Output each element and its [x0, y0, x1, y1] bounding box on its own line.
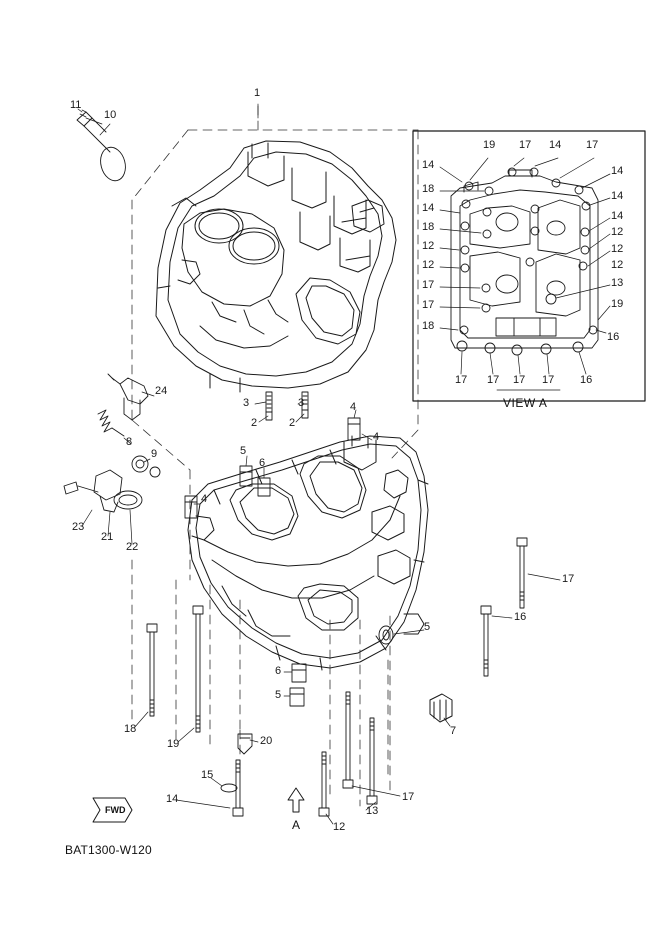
callout-20: 20: [260, 735, 273, 747]
callout-22: 22: [126, 541, 139, 553]
viewa-callout-19-right: 19: [611, 298, 624, 310]
callout-10: 10: [104, 109, 117, 121]
viewa-callout-12-left-1: 12: [422, 240, 435, 252]
callout-3-right: 3: [298, 397, 305, 409]
callout-4-lower: 4: [373, 431, 380, 443]
callout-7: 7: [450, 725, 457, 737]
callout-24: 24: [155, 385, 168, 397]
callout-5-bottom: 5: [275, 689, 282, 701]
callout-6-upper: 6: [259, 457, 266, 469]
viewa-callout-17-left-1: 17: [422, 279, 435, 291]
callout-6-bottom: 6: [275, 665, 282, 677]
viewa-callout-12-right-2: 12: [611, 243, 624, 255]
callout-23: 23: [72, 521, 85, 533]
callout-14-bottom: 14: [166, 793, 179, 805]
callout-8: 8: [126, 436, 133, 448]
view-a-title: VIEW A: [503, 396, 548, 410]
viewa-callout-19-top: 19: [483, 139, 496, 151]
callout-12-bottom: 12: [333, 821, 346, 833]
callout-21: 21: [101, 531, 114, 543]
viewa-callout-17-top-1: 17: [519, 139, 532, 151]
viewa-callout-14-right-1: 14: [611, 165, 624, 177]
viewa-callout-16-bottom: 16: [580, 374, 593, 386]
section-arrow-label: A: [292, 818, 301, 832]
viewa-callout-14-left-1: 14: [422, 159, 435, 171]
callout-5-upper: 5: [240, 445, 247, 457]
callout-5-right: 5: [424, 621, 431, 633]
viewa-callout-17-top-2: 17: [586, 139, 599, 151]
viewa-callout-17-bottom-4: 17: [542, 374, 555, 386]
viewa-callout-18-left-1: 18: [422, 183, 435, 195]
callout-13-bottom: 13: [366, 805, 379, 817]
callout-18-bottom: 18: [124, 723, 137, 735]
viewa-callout-14-right-3: 14: [611, 210, 624, 222]
fwd-marker-label: FWD: [105, 805, 126, 815]
viewa-callout-14-top: 14: [549, 139, 562, 151]
callout-15: 15: [201, 769, 214, 781]
viewa-callout-18-left-3: 18: [422, 320, 435, 332]
viewa-callout-13-right: 13: [611, 277, 624, 289]
viewa-callout-12-right-1: 12: [611, 226, 624, 238]
viewa-callout-14-left-2: 14: [422, 202, 435, 214]
callout-17-right: 17: [562, 573, 575, 585]
viewa-callout-17-bottom-1: 17: [455, 374, 468, 386]
viewa-callout-18-left-2: 18: [422, 221, 435, 233]
viewa-callout-14-right-2: 14: [611, 190, 624, 202]
callout-4-upper: 4: [350, 401, 357, 413]
callout-2-right: 2: [289, 417, 296, 429]
callout-9: 9: [151, 448, 158, 460]
viewa-callout-12-left-2: 12: [422, 259, 435, 271]
callout-2-left: 2: [251, 417, 258, 429]
callout-1: 1: [254, 87, 261, 99]
callout-4-left: 4: [201, 493, 208, 505]
viewa-callout-17-bottom-2: 17: [487, 374, 500, 386]
viewa-callout-12-right-3: 12: [611, 259, 624, 271]
callout-3-left: 3: [243, 397, 250, 409]
callout-17-bottom-main: 17: [402, 791, 415, 803]
viewa-callout-17-left-2: 17: [422, 299, 435, 311]
viewa-callout-16-right: 16: [607, 331, 620, 343]
viewa-callout-17-bottom-3: 17: [513, 374, 526, 386]
callout-19-bottom: 19: [167, 738, 180, 750]
part-code: BAT1300-W120: [65, 843, 152, 857]
callout-11: 11: [70, 99, 82, 111]
callout-16-right-main: 16: [514, 611, 527, 623]
